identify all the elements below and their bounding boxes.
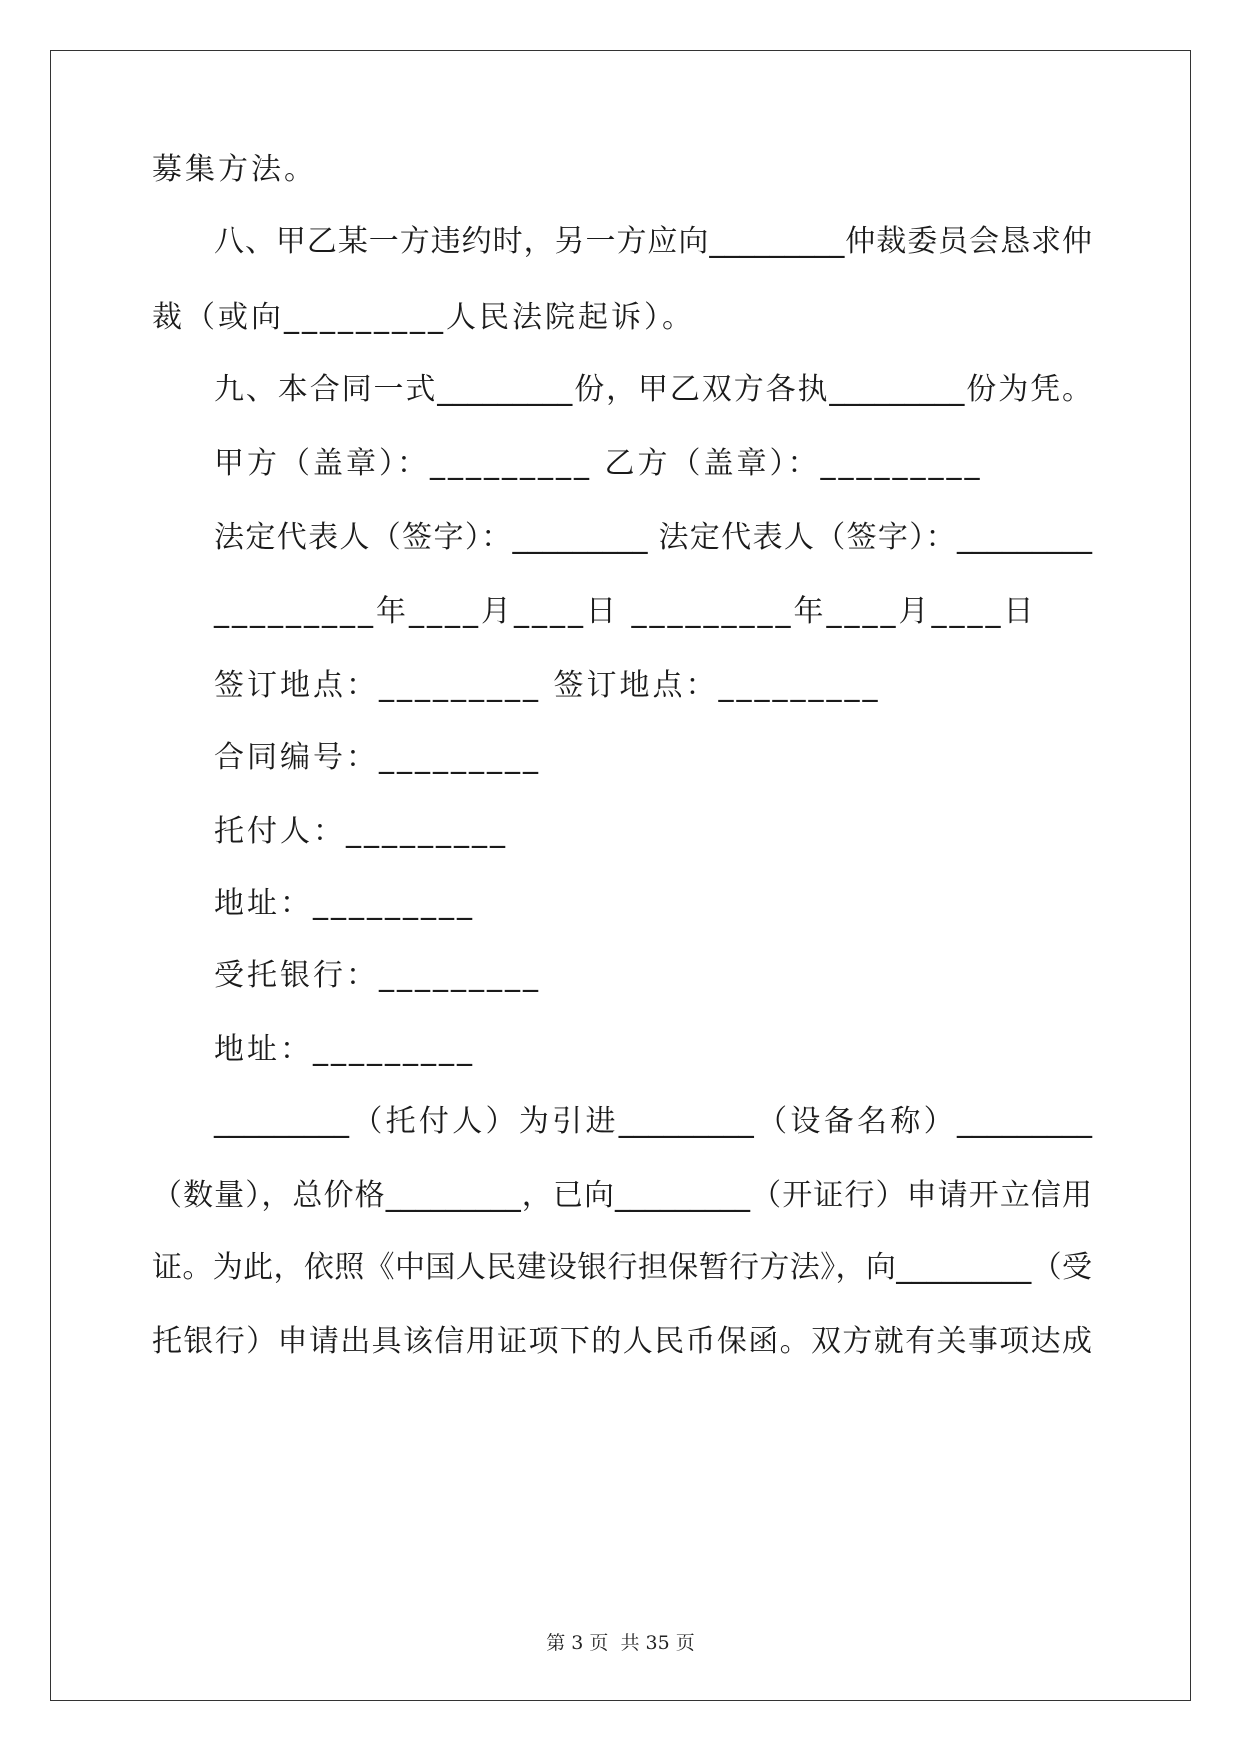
text-line-16: 证。为此，依照《中国人民建设银行担保暂行方法》，向_________（受 <box>152 1250 1092 1285</box>
page-number-footer: 第 3 页 共 35 页 <box>546 1632 695 1654</box>
text-line-14: _________（托付人）为引进_________（设备名称）_________ <box>214 1104 1092 1139</box>
text-line-4: 九、本合同一式_________份，甲乙双方各执_________份为凭。 <box>214 372 1092 407</box>
text-line-1: 募集方法。 <box>152 152 317 187</box>
text-line-3: 裁（或向_________人民法院起诉）。 <box>152 300 695 335</box>
text-line-17: 托银行）申请出具该信用证项下的人民币保函。双方就有关事项达成 <box>152 1324 1092 1359</box>
text-line-6: 法定代表人（签字）：_________ 法定代表人（签字）：_________ <box>214 520 1092 555</box>
text-line-11: 地址：_________ <box>214 886 475 921</box>
text-line-2: 八、甲乙某一方违约时，另一方应向_________仲裁委员会恳求仲 <box>214 224 1092 259</box>
text-line-9: 合同编号：_________ <box>214 740 541 775</box>
text-line-12: 受托银行：_________ <box>214 958 541 993</box>
text-line-5: 甲方（盖章）：_________ 乙方（盖章）：_________ <box>214 446 983 481</box>
text-line-13: 地址：_________ <box>214 1032 475 1067</box>
text-line-8: 签订地点：_________ 签订地点：_________ <box>214 668 881 703</box>
text-line-15: （数量），总价格_________，已向_________（开证行）申请开立信用 <box>152 1178 1092 1213</box>
text-line-10: 托付人：_________ <box>214 814 508 849</box>
text-line-7: _________年____月____日 _________年____月____日 <box>214 594 1037 629</box>
